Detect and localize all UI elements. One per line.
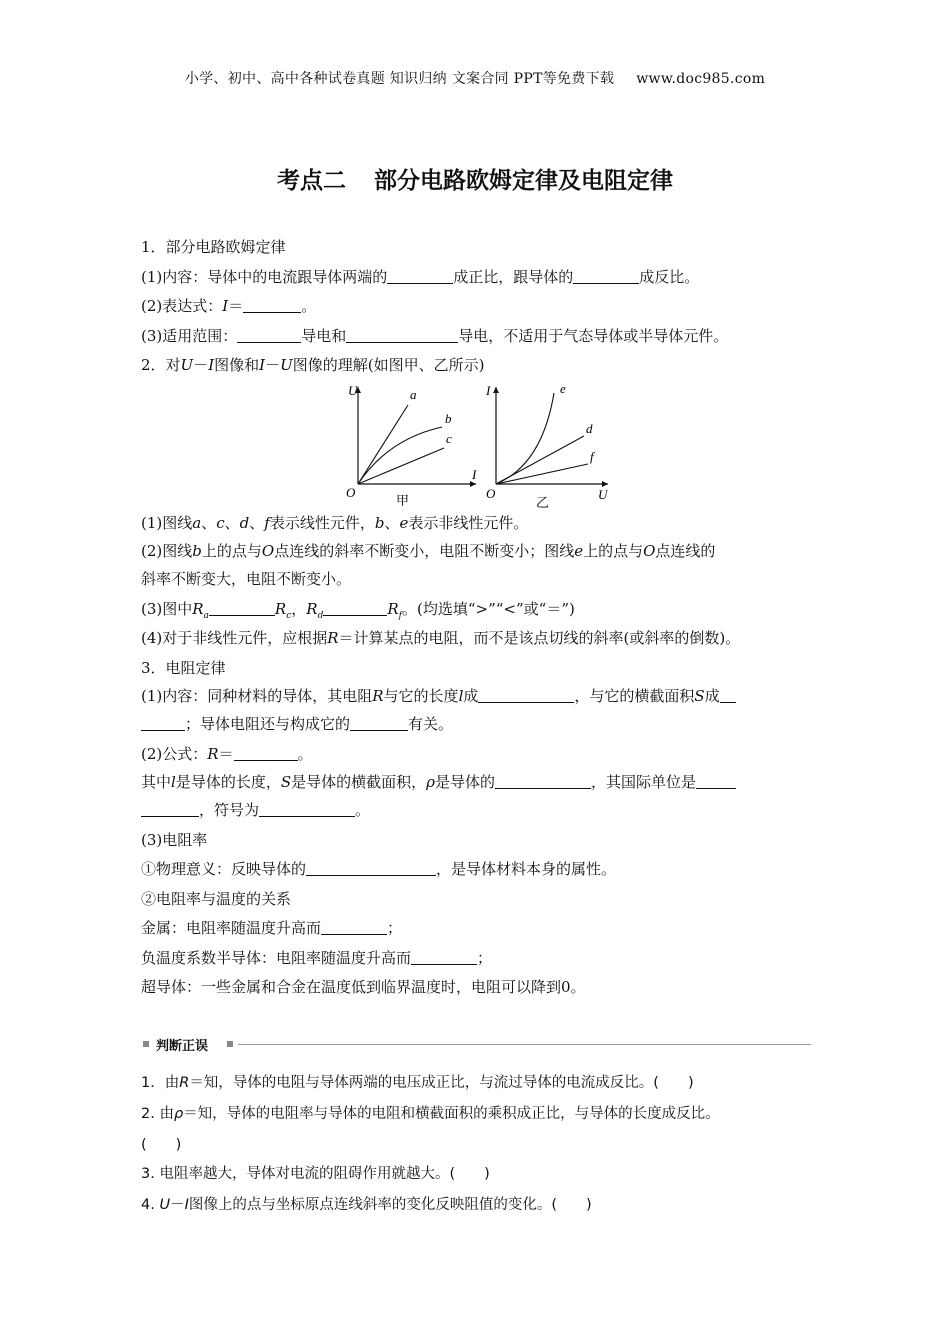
var: S	[280, 773, 292, 791]
s2-point4	[141, 624, 813, 654]
text: 导电，不适用于气态导体或半导体元件。	[458, 326, 729, 345]
var: O	[261, 542, 275, 560]
text: (2)公式：	[141, 744, 208, 763]
s3-line11: 超导体：一些金属和合金在温度低到临界温度时，电阻可以降到0。	[141, 978, 586, 996]
text: (4)对于非线性元件，应根据	[141, 629, 328, 647]
s3-line8: ②电阻率与温度的关系	[141, 889, 292, 908]
s3-line2	[141, 710, 813, 740]
blank	[209, 598, 275, 616]
blank	[321, 917, 387, 935]
blank	[411, 947, 477, 965]
y-axis-label: I	[486, 382, 491, 398]
var: U	[280, 356, 293, 374]
var: I	[184, 1197, 189, 1213]
text: 。	[297, 744, 313, 763]
judge-list	[141, 1068, 821, 1221]
line-d-label: d	[586, 420, 593, 436]
subscript: a	[203, 610, 209, 621]
origin-label: O	[486, 485, 496, 501]
text: ，	[291, 599, 307, 618]
text: 与它的长度	[383, 687, 459, 705]
text: 表示非线性元件。	[408, 513, 529, 532]
var: d	[239, 513, 250, 532]
header-text: 小学、初中、高中各种试卷真题 知识归纳 文案合同 PPT等免费下载	[184, 71, 615, 87]
var: R	[192, 599, 204, 618]
blank	[350, 713, 408, 731]
text: (1)内容：导体中的电流跟导体两端的	[141, 267, 388, 286]
text: (3)适用范围：	[141, 326, 238, 345]
figure-jia	[346, 381, 486, 506]
blank	[259, 799, 355, 817]
judge-label: 判断正误	[156, 1039, 209, 1054]
var: R	[179, 1075, 190, 1091]
var: l	[458, 687, 464, 705]
var: b	[192, 542, 202, 560]
blank	[234, 743, 298, 761]
s1-line1	[141, 263, 813, 293]
text: 1．由	[141, 1075, 180, 1091]
blank	[243, 295, 301, 313]
s2-point3	[141, 595, 813, 625]
judge-item-2	[141, 1099, 821, 1130]
s3-line10	[141, 944, 813, 974]
text: 、	[384, 513, 400, 532]
blank	[573, 266, 639, 284]
blank	[237, 325, 301, 343]
text: 、	[249, 513, 265, 532]
var: R	[372, 687, 384, 705]
var: ρ	[173, 1106, 184, 1122]
var: R	[306, 599, 318, 618]
s2-point1	[141, 509, 813, 539]
text: (1)图线	[141, 513, 193, 532]
text: 点连线的斜率不断变小，电阻不断变小；图线	[274, 542, 575, 560]
text: ，与它的横截面积	[574, 687, 695, 705]
text: 导电和	[301, 326, 347, 345]
s2-point2-cont: 斜率不断变大，电阻不断变小。	[141, 570, 352, 588]
s1-heading: 1．部分电路欧姆定律	[141, 238, 286, 256]
s3-heading: 3．电阻定律	[141, 658, 226, 677]
text: ；	[477, 948, 493, 967]
var: b	[374, 513, 385, 532]
text: ＝	[218, 744, 234, 763]
subscript: d	[317, 610, 324, 621]
text: 、	[224, 513, 240, 532]
text: 成	[463, 687, 479, 705]
line-a-label: a	[410, 386, 417, 402]
text: －	[265, 356, 281, 374]
var: I	[222, 297, 229, 315]
judge-item-4	[141, 1190, 821, 1221]
title-part2: 部分电路欧姆定律及电阻定律	[374, 168, 673, 194]
text: 是导体的	[434, 773, 495, 791]
subscript: f	[398, 610, 402, 621]
text: 图像和	[214, 356, 260, 374]
figure-caption: 乙	[536, 495, 550, 509]
text: ＝知，导体的电阻与导体两端的电压成正比，与流过导体的电流成反比。( )	[189, 1075, 694, 1091]
figure-yi	[484, 381, 619, 509]
text: 成正比，跟导体的	[453, 267, 574, 286]
x-axis-label: U	[598, 486, 608, 502]
var: R	[274, 599, 287, 618]
var: O	[643, 542, 656, 560]
var: l	[171, 773, 176, 791]
text: 图像上的点与坐标原点连线斜率的变化反映阻值的变化。( )	[188, 1197, 592, 1213]
y-axis-label: U	[348, 382, 358, 398]
var: R	[327, 629, 339, 647]
header-site: www.doc985.com	[636, 71, 766, 87]
text: 。	[355, 801, 371, 819]
var: ρ	[426, 773, 435, 791]
figures	[141, 381, 813, 509]
s3-line9	[141, 914, 813, 944]
var: c	[216, 513, 225, 532]
text: 上的点与	[583, 542, 644, 560]
s3-line1	[141, 683, 813, 710]
main-content	[141, 233, 813, 1003]
text: 是导体的横截面积，	[291, 773, 427, 791]
blank	[478, 685, 574, 703]
blank	[495, 771, 591, 789]
text: 、	[201, 513, 217, 532]
blank	[323, 598, 387, 616]
s1-line2	[141, 292, 813, 322]
title-part1: 考点二	[277, 168, 346, 194]
text: －	[193, 356, 209, 374]
blank	[306, 858, 436, 876]
square-marker	[143, 1041, 149, 1047]
judge-item-2-cont: ( )	[141, 1137, 182, 1153]
s3-line3	[141, 740, 813, 770]
text: 4.	[141, 1197, 160, 1213]
judge-section-header	[141, 1033, 811, 1055]
text: －	[170, 1197, 185, 1213]
text: ＝知，导体的电阻率与导体的电阻和横截面积的乘积成正比，与导体的长度成反比。	[183, 1106, 720, 1122]
var: U	[159, 1197, 171, 1213]
var: I	[259, 356, 266, 374]
text: 图像的理解(如图甲、乙所示)	[292, 356, 485, 374]
text: 负温度系数半导体：电阻率随温度升高而	[141, 948, 412, 967]
var: e	[574, 542, 584, 560]
judge-item-1	[141, 1068, 821, 1099]
text: ，其国际单位是	[590, 773, 696, 791]
var: e	[399, 513, 409, 532]
text: 。	[301, 297, 317, 315]
blank	[346, 325, 458, 343]
s1-line3	[141, 322, 813, 352]
var: f	[264, 513, 270, 532]
text: (1)内容：同种材料的导体，其电阻	[141, 687, 373, 705]
blank	[141, 799, 199, 817]
text: 表示线性元件，	[269, 513, 375, 532]
text: ＝	[228, 297, 244, 315]
text: ，是导体材料本身的属性。	[436, 860, 617, 878]
line-b-label: b	[445, 410, 452, 426]
text: ；	[387, 919, 403, 937]
var: S	[694, 687, 705, 705]
var: I	[208, 356, 215, 374]
text: (2)图线	[141, 542, 193, 560]
text: 2. 由	[141, 1106, 174, 1122]
var: R	[207, 744, 219, 763]
origin-label: O	[346, 484, 356, 500]
text: (2)表达式：	[141, 297, 223, 315]
text: 其中	[141, 773, 172, 791]
line-c-label: c	[446, 430, 452, 446]
text: 成反比。	[639, 267, 700, 286]
page-title	[0, 162, 950, 195]
text: 上的点与	[201, 542, 262, 560]
subscript: c	[286, 610, 292, 621]
text: 。(均选填“>”“<”或“＝”)	[401, 599, 575, 618]
judge-item-3: 3. 电阻率越大，导体对电流的阻碍作用就越大。( )	[141, 1166, 490, 1182]
s3-line5	[141, 796, 813, 826]
blank	[387, 266, 453, 284]
text: ；导体电阻还与构成它的	[185, 715, 351, 733]
var: a	[192, 513, 202, 532]
text: 有关。	[408, 715, 454, 733]
text: 成	[704, 687, 720, 705]
blank	[696, 771, 736, 789]
text: 2．对	[141, 356, 181, 374]
var: R	[387, 599, 399, 618]
var: U	[180, 356, 194, 374]
divider	[238, 1044, 811, 1045]
text: ＝计算某点的电阻，而不是该点切线的斜率(或斜率的倒数)。	[338, 629, 741, 647]
text: (3)图中	[141, 599, 193, 618]
s3-line4	[141, 769, 813, 796]
page-header	[0, 68, 950, 88]
figure-caption: 甲	[396, 493, 410, 506]
blank	[141, 713, 185, 731]
square-marker	[227, 1041, 233, 1047]
text: 是导体的长度，	[175, 773, 281, 791]
x-axis-label: I	[472, 466, 477, 482]
s2-point2	[141, 538, 813, 565]
s3-line6: (3)电阻率	[141, 830, 208, 849]
blank	[720, 685, 736, 703]
text: 点连线的	[655, 542, 716, 560]
s2-heading	[141, 351, 813, 381]
text: ，符号为	[199, 801, 260, 819]
s3-line7	[141, 855, 813, 885]
text: ①物理意义：反映导体的	[141, 860, 307, 878]
text: 金属：电阻率随温度升高而	[141, 919, 322, 937]
line-e-label: e	[560, 380, 566, 396]
line-f-label: f	[590, 448, 594, 464]
